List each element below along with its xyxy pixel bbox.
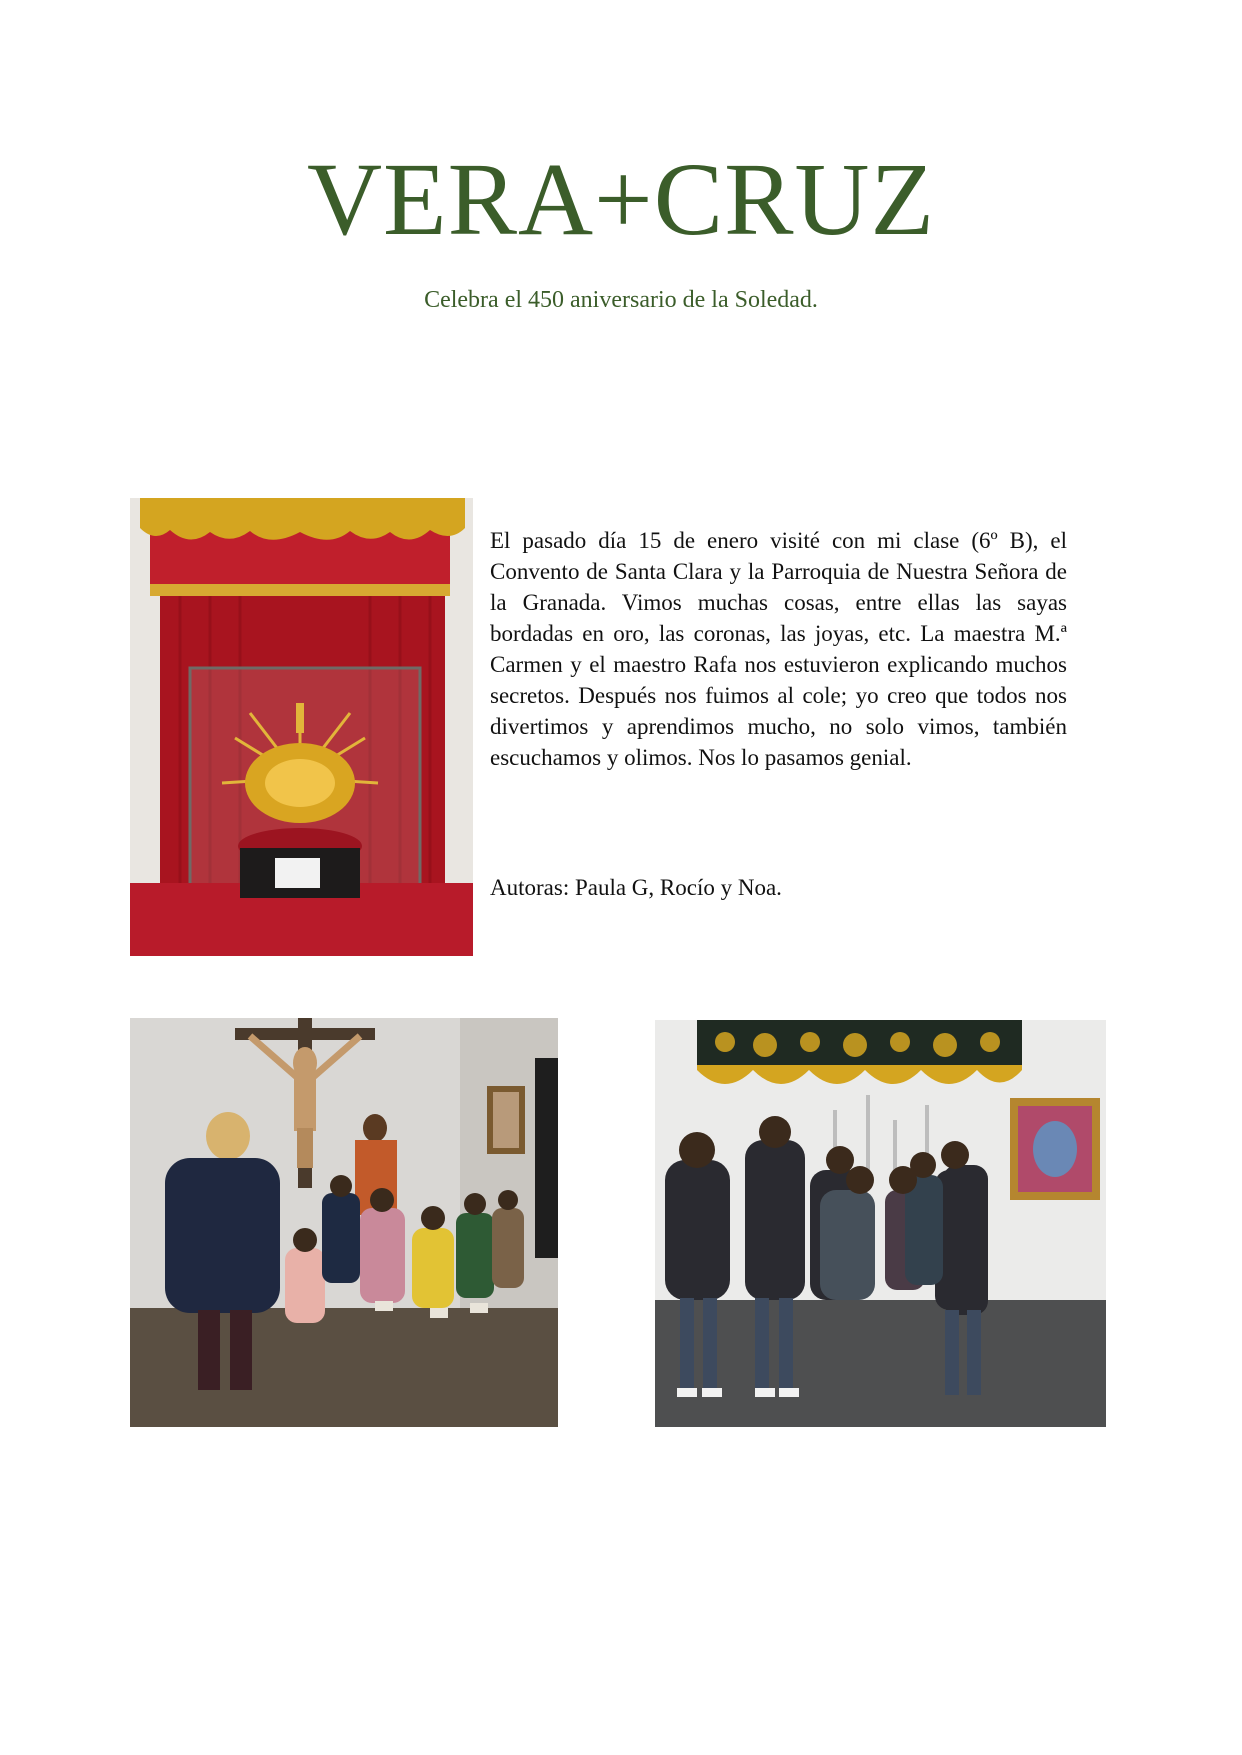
- article-body: El pasado día 15 de enero visité con mi clase (6º B), el Convento de Santa Clara y la Parroquia de Nuestra Señora de la Granada. Vimos muchas cosas, entre ellas las sayas bordadas en oro, las coronas, las joyas, etc. La maestra M.ª Carmen y el maestro Rafa nos estuvieron explicando muchos secretos. Después nos fuimos al cole; yo creo que todos nos divertimos y aprendimos mucho, no solo vimos, también escuchamos y olimos. Nos lo pasamos genial.: [490, 528, 1067, 770]
- page-title: VERA+CRUZ: [306, 142, 936, 257]
- photo-altar-visit: [655, 1020, 1106, 1427]
- article-authors: Autoras: Paula G, Rocío y Noa.: [490, 875, 782, 900]
- page-subtitle: Celebra el 450 aniversario de la Soledad.: [424, 287, 818, 313]
- photo-crucifix-visit: [130, 1018, 558, 1427]
- photo-crown-display: [130, 498, 473, 956]
